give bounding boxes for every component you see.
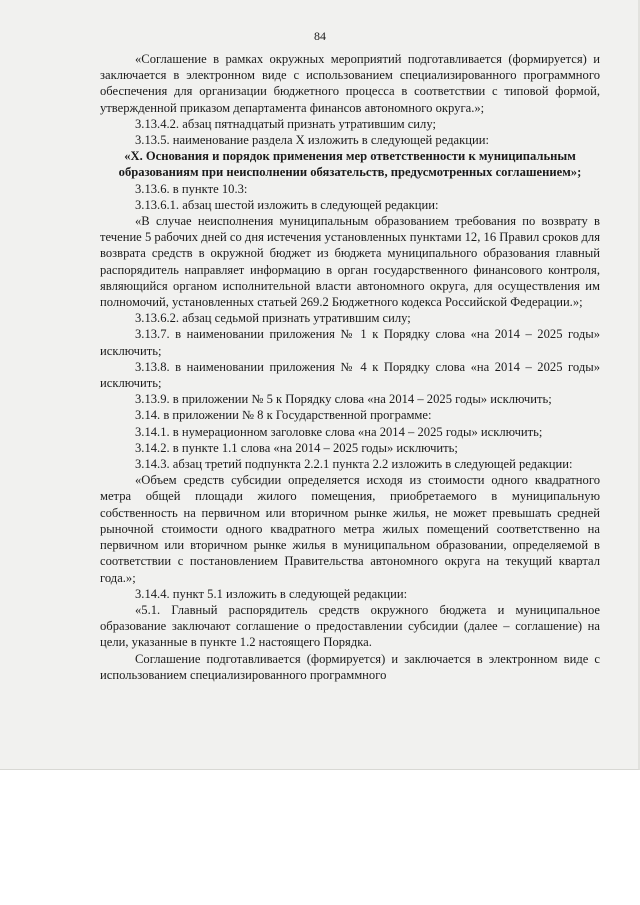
paragraph-10: 3.13.8. в наименовании приложения № 4 к Порядку слова «на 2014 – 2025 годы» исключить; xyxy=(100,359,600,391)
section-heading: «X. Основания и порядок применения мер ответственности к муниципальным образованиям при неисполнении обязательств, предусмотренных соглашением»; xyxy=(118,149,582,180)
paragraph-19: Соглашение подготавливается (формируется) и заключается в электронном виде с использованием специализированного программного xyxy=(100,651,600,682)
paragraph-17: 3.14.4. пункт 5.1 изложить в следующей редакции: xyxy=(135,586,408,601)
document-body xyxy=(100,51,600,683)
page-number: 84 xyxy=(314,29,326,43)
paragraph-18: «5.1. Главный распорядитель средств окружного бюджета и муниципальное образование заключают соглашение о предоставлении субсидии (далее – соглашение) на цели, указанные в пункте 1.2 настоящего Порядка. xyxy=(100,602,600,650)
paragraph-14: 3.14.2. в пункте 1.1 слова «на 2014 – 2025 годы» исключить; xyxy=(135,440,458,455)
paragraph-5: 3.13.6. в пункте 10.3: xyxy=(135,181,248,196)
paragraph-2: 3.13.4.2. абзац пятнадцатый признать утратившим силу; xyxy=(135,116,436,131)
paragraph-13: 3.14.1. в нумерационном заголовке слова «на 2014 – 2025 годы» исключить; xyxy=(135,424,543,439)
paragraph-16: «Объем средств субсидии определяется исходя из стоимости одного квадратного метра общей площади жилого помещения, приобретаемого в муниципальную собственность на первичном или вторичном рынке жилья, не может превышать средней рыночной стоимости одного квадратного метра жилых помещений соответственно на первичном или вторичном рынке жилья в муниципальном образовании, определяемой в соответствии с постановлением Правительства автономного округа на текущий квартал года.»; xyxy=(100,473,600,585)
paragraph-11: 3.13.9. в приложении № 5 к Порядку слова «на 2014 – 2025 годы» исключить; xyxy=(135,392,552,407)
paragraph-12: 3.14. в приложении № 8 к Государственной программе: xyxy=(135,408,432,423)
paragraph-3: 3.13.5. наименование раздела X изложить в следующей редакции: xyxy=(135,133,489,148)
paragraph-6: 3.13.6.1. абзац шестой изложить в следующей редакции: xyxy=(135,197,439,212)
paragraph-8: 3.13.6.2. абзац седьмой признать утратившим силу; xyxy=(135,311,411,326)
paragraph-9: 3.13.7. в наименовании приложения № 1 к Порядку слова «на 2014 – 2025 годы» исключить; xyxy=(100,327,600,358)
paragraph-1: «Соглашение в рамках окружных мероприятий подготавливается (формируется) и заключается в электронном виде с использованием специализированного программного обеспечения для организации бюджетного процесса в соответствии с типовой формой, утвержденной приказом департамента финансов автономного округа.»; xyxy=(100,52,600,115)
paragraph-15: 3.14.3. абзац третий подпункта 2.2.1 пункта 2.2 изложить в следующей редакции: xyxy=(135,457,573,472)
paragraph-7: «В случае неисполнения муниципальным образованием требования по возврату в течение 5 рабочих дней со дня истечения установленных пунктами 12, 16 Правил сроков для возврата средств в окружной бюджет из бюджета муниципального образования главный распорядитель направляет информацию в орган государственного финансового контроля, являющийся органом исполнительной власти автономного округа, для осуществления им полномочий, установленных статьей 269.2 Бюджетного кодекса Российской Федерации.»; xyxy=(100,214,600,310)
